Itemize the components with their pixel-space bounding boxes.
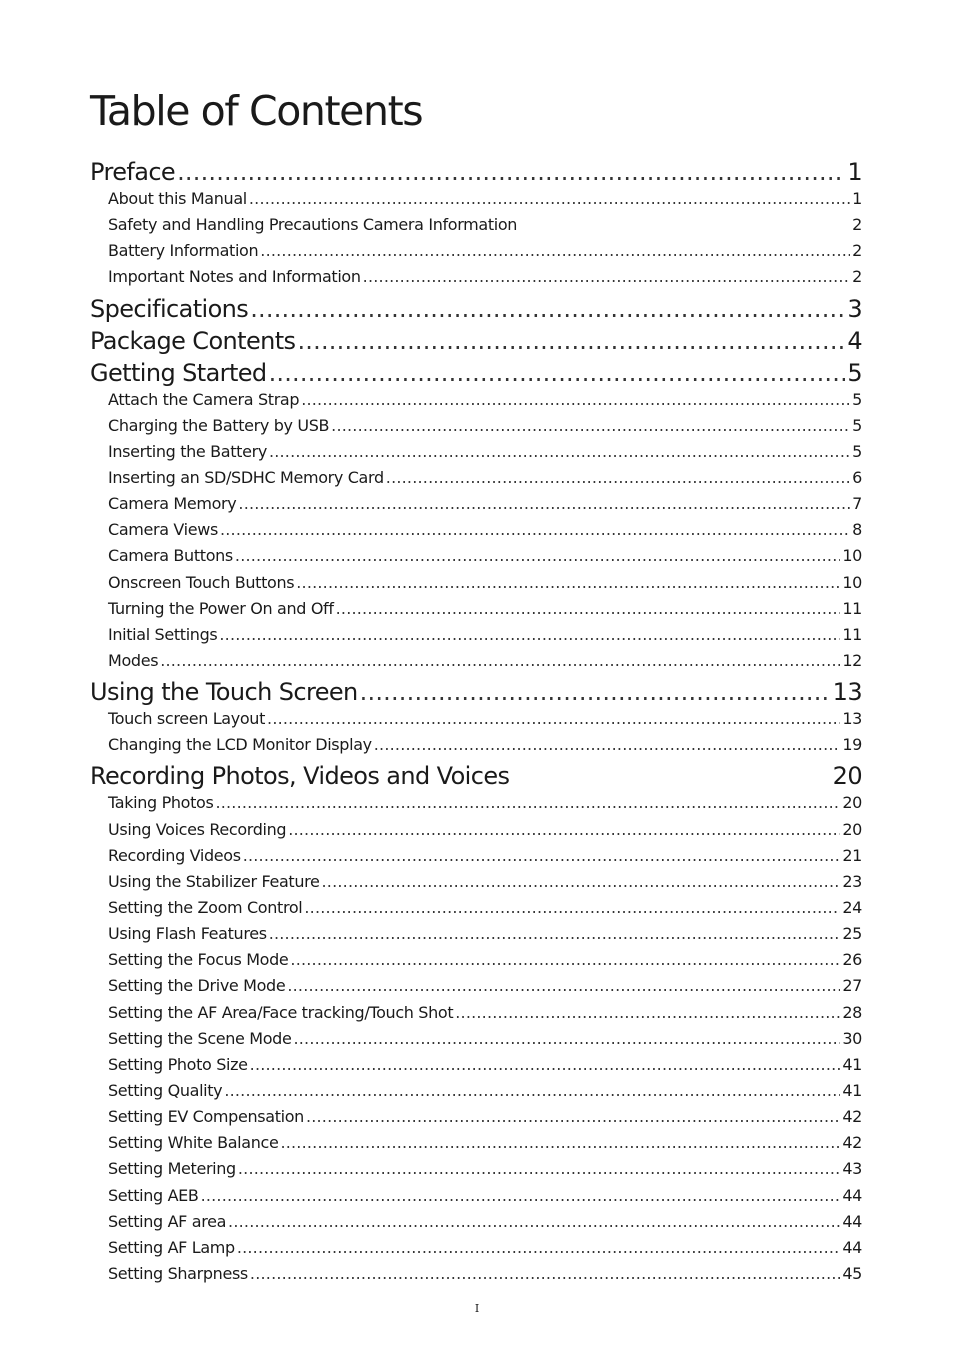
toc-entry-page: 8	[852, 520, 862, 540]
toc-subsection-entry[interactable]	[90, 622, 862, 648]
table-of-contents	[90, 154, 862, 1287]
toc-subsection-entry[interactable]	[90, 465, 862, 491]
toc-dot-leader	[322, 869, 841, 895]
toc-dot-leader	[243, 843, 841, 869]
toc-section-entry[interactable]	[90, 323, 862, 355]
toc-dot-leader	[455, 1000, 840, 1026]
toc-subsection-entry[interactable]	[90, 238, 862, 264]
toc-subsection-entry[interactable]	[90, 895, 862, 921]
toc-subsection-entry[interactable]	[90, 1026, 862, 1052]
toc-subsection-entry[interactable]	[90, 869, 862, 895]
toc-subsection-entry[interactable]	[90, 543, 862, 569]
toc-subsection-entry[interactable]	[90, 387, 862, 413]
toc-entry-page: 10	[842, 572, 862, 592]
toc-subsection-entry[interactable]	[90, 817, 862, 843]
toc-entry-page: 12	[842, 650, 862, 670]
toc-dot-leader	[224, 1078, 840, 1104]
toc-entry-label: Setting AF Lamp	[108, 1237, 235, 1257]
toc-dot-leader	[260, 238, 850, 264]
toc-subsection-entry[interactable]	[90, 517, 862, 543]
toc-dot-leader	[304, 895, 840, 921]
toc-entry-page: 11	[842, 624, 862, 644]
toc-subsection-entry[interactable]	[90, 212, 862, 238]
toc-subsection-entry[interactable]	[90, 264, 862, 290]
toc-dot-leader	[201, 1183, 841, 1209]
toc-section-entry[interactable]	[90, 291, 862, 323]
toc-subsection-entry[interactable]	[90, 1104, 862, 1130]
toc-entry-label: Getting Started	[90, 358, 267, 387]
toc-subsection-entry[interactable]	[90, 947, 862, 973]
toc-subsection-entry[interactable]	[90, 570, 862, 596]
toc-entry-page: 28	[842, 1002, 862, 1022]
toc-entry-page: 23	[842, 871, 862, 891]
toc-subsection-entry[interactable]	[90, 1000, 862, 1026]
toc-section-entry[interactable]	[90, 154, 862, 186]
toc-entry-page: 6	[852, 467, 862, 487]
toc-dot-leader	[288, 817, 840, 843]
toc-entry-page: 1	[852, 189, 862, 208]
toc-section-entry[interactable]	[90, 758, 862, 790]
toc-entry-label: Using Voices Recording	[108, 819, 287, 839]
toc-subsection-entry[interactable]	[90, 1183, 862, 1209]
toc-subsection-entry[interactable]	[90, 186, 862, 212]
toc-dot-leader	[280, 1130, 840, 1156]
toc-entry-label: Onscreen Touch Buttons	[108, 572, 295, 592]
toc-dot-leader	[250, 291, 845, 323]
toc-entry-page: 43	[842, 1159, 862, 1179]
toc-entry-label: Setting the Scene Mode	[108, 1028, 292, 1048]
page-title: Table of Contents	[90, 87, 423, 135]
toc-subsection-entry[interactable]	[90, 790, 862, 816]
toc-entry-page: 2	[852, 241, 862, 261]
toc-entry-page: 20	[832, 762, 862, 791]
toc-entry-page: 5	[847, 358, 862, 387]
toc-entry-label: Using the Stabilizer Feature	[108, 871, 320, 891]
toc-entry-page: 10	[842, 546, 862, 566]
toc-entry-label: Camera Buttons	[108, 546, 233, 566]
toc-dot-leader	[287, 973, 840, 999]
toc-dot-leader	[235, 543, 840, 569]
toc-entry-label: Inserting an SD/SDHC Memory Card	[108, 467, 384, 487]
toc-entry-page: 1	[847, 158, 862, 186]
toc-subsection-entry[interactable]	[90, 1235, 862, 1261]
toc-entry-label: Modes	[108, 650, 159, 670]
toc-entry-label: Preface	[90, 158, 176, 186]
toc-entry-page: 42	[842, 1107, 862, 1127]
toc-dot-leader	[269, 439, 850, 465]
toc-dot-leader	[267, 706, 840, 732]
toc-dot-leader	[215, 790, 840, 816]
toc-entry-label: Setting EV Compensation	[108, 1107, 304, 1127]
toc-entry-label: Setting Sharpness	[108, 1263, 248, 1283]
toc-entry-page: 25	[842, 924, 862, 944]
toc-dot-leader	[160, 648, 840, 674]
toc-dot-leader	[301, 387, 850, 413]
page-number: I	[474, 1302, 480, 1315]
toc-entry-page: 2	[852, 267, 862, 287]
toc-dot-leader	[297, 323, 845, 355]
toc-dot-leader	[177, 154, 845, 186]
toc-entry-page: 5	[852, 415, 862, 435]
toc-dot-leader	[250, 1052, 841, 1078]
toc-dot-leader	[336, 596, 841, 622]
toc-entry-page: 27	[842, 976, 862, 996]
toc-dot-leader	[228, 1209, 840, 1235]
toc-entry-label: Setting Metering	[108, 1159, 236, 1179]
toc-entry-label: Setting Quality	[108, 1080, 223, 1100]
toc-entry-label: Charging the Battery by USB	[108, 415, 330, 435]
toc-entry-label: Turning the Power On and Off	[108, 598, 334, 618]
toc-subsection-entry[interactable]	[90, 1209, 862, 1235]
toc-entry-label: Recording Videos	[108, 845, 241, 865]
toc-entry-page: 4	[847, 326, 862, 355]
toc-entry-label: Setting the Focus Mode	[108, 950, 289, 970]
toc-entry-label: Taking Photos	[108, 793, 214, 813]
toc-entry-label: Changing the LCD Monitor Display	[108, 735, 372, 755]
toc-entry-page: 2	[852, 215, 862, 235]
toc-entry-page: 13	[832, 678, 862, 707]
toc-entry-page: 21	[842, 845, 862, 865]
toc-entry-label: Setting the Zoom Control	[108, 897, 303, 917]
toc-entry-page: 26	[842, 950, 862, 970]
toc-entry-label: Setting the Drive Mode	[108, 976, 286, 996]
toc-entry-page: 41	[842, 1080, 862, 1100]
toc-subsection-entry[interactable]	[90, 921, 862, 947]
toc-entry-page: 44	[842, 1211, 862, 1231]
toc-subsection-entry[interactable]	[90, 732, 862, 758]
toc-subsection-entry[interactable]	[90, 413, 862, 439]
toc-entry-label: Initial Settings	[108, 624, 218, 644]
toc-subsection-entry[interactable]	[90, 706, 862, 732]
toc-section-entry[interactable]	[90, 355, 862, 387]
toc-entry-label: Attach the Camera Strap	[108, 389, 300, 409]
toc-entry-page: 13	[842, 709, 862, 729]
toc-dot-leader	[363, 264, 850, 290]
toc-entry-page: 44	[842, 1237, 862, 1257]
toc-dot-leader	[238, 491, 850, 517]
toc-entry-page: 5	[852, 441, 862, 461]
toc-entry-page: 20	[842, 819, 862, 839]
toc-entry-page: 5	[852, 389, 862, 409]
toc-entry-label: Setting AF area	[108, 1211, 227, 1231]
toc-entry-label: Setting Photo Size	[108, 1054, 248, 1074]
toc-dot-leader	[269, 921, 841, 947]
toc-subsection-entry[interactable]	[90, 1261, 862, 1287]
toc-dot-leader	[220, 517, 850, 543]
toc-entry-page: 45	[842, 1263, 862, 1283]
toc-dot-leader	[296, 570, 840, 596]
toc-entry-label: Touch screen Layout	[108, 709, 266, 729]
toc-entry-label: Camera Views	[108, 520, 218, 540]
toc-subsection-entry[interactable]	[90, 1078, 862, 1104]
toc-dot-leader	[386, 465, 850, 491]
toc-entry-label: Setting the AF Area/Face tracking/Touch Shot	[108, 1002, 454, 1022]
toc-dot-leader	[331, 413, 850, 439]
toc-dot-leader	[293, 1026, 840, 1052]
toc-entry-label: Using Flash Features	[108, 924, 267, 944]
toc-subsection-entry[interactable]	[90, 1052, 862, 1078]
toc-subsection-entry[interactable]	[90, 843, 862, 869]
toc-entry-label: Setting White Balance	[108, 1133, 279, 1153]
toc-entry-label: Important Notes and Information	[108, 267, 361, 287]
toc-dot-leader	[219, 622, 840, 648]
toc-dot-leader	[374, 732, 841, 758]
toc-subsection-entry[interactable]	[90, 596, 862, 622]
toc-entry-page: 20	[842, 793, 862, 813]
toc-subsection-entry[interactable]	[90, 648, 862, 674]
toc-entry-label: About this Manual	[108, 189, 247, 208]
toc-entry-label: Setting AEB	[108, 1185, 199, 1205]
toc-subsection-entry[interactable]	[90, 973, 862, 999]
toc-subsection-entry[interactable]	[90, 1156, 862, 1182]
toc-entry-label: Inserting the Battery	[108, 441, 267, 461]
toc-entry-page: 11	[842, 598, 862, 618]
toc-dot-leader	[290, 947, 840, 973]
toc-entry-page: 24	[842, 897, 862, 917]
toc-entry-label: Camera Memory	[108, 494, 237, 514]
toc-subsection-entry[interactable]	[90, 1130, 862, 1156]
toc-entry-page: 19	[842, 735, 862, 755]
toc-entry-page: 44	[842, 1185, 862, 1205]
toc-entry-label: Using the Touch Screen	[90, 678, 358, 707]
toc-dot-leader	[360, 674, 831, 706]
toc-subsection-entry[interactable]	[90, 491, 862, 517]
toc-section-entry[interactable]	[90, 674, 862, 706]
toc-entry-page: 7	[852, 494, 862, 514]
toc-entry-label: Battery Information	[108, 241, 259, 261]
toc-entry-label: Package Contents	[90, 326, 296, 355]
toc-entry-label: Recording Photos, Videos and Voices	[90, 762, 510, 791]
toc-dot-leader	[237, 1235, 841, 1261]
toc-entry-page: 41	[842, 1054, 862, 1074]
toc-dot-leader	[250, 1261, 840, 1287]
toc-subsection-entry[interactable]	[90, 439, 862, 465]
toc-dot-leader	[269, 355, 846, 387]
toc-entry-label: Specifications	[90, 294, 249, 323]
toc-entry-page: 30	[842, 1028, 862, 1048]
toc-entry-page: 3	[847, 294, 862, 323]
toc-dot-leader	[306, 1104, 840, 1130]
toc-entry-page: 42	[842, 1133, 862, 1153]
toc-dot-leader	[249, 186, 850, 212]
toc-entry-label: Safety and Handling Precautions Camera Information	[108, 215, 518, 235]
toc-dot-leader	[238, 1156, 840, 1182]
